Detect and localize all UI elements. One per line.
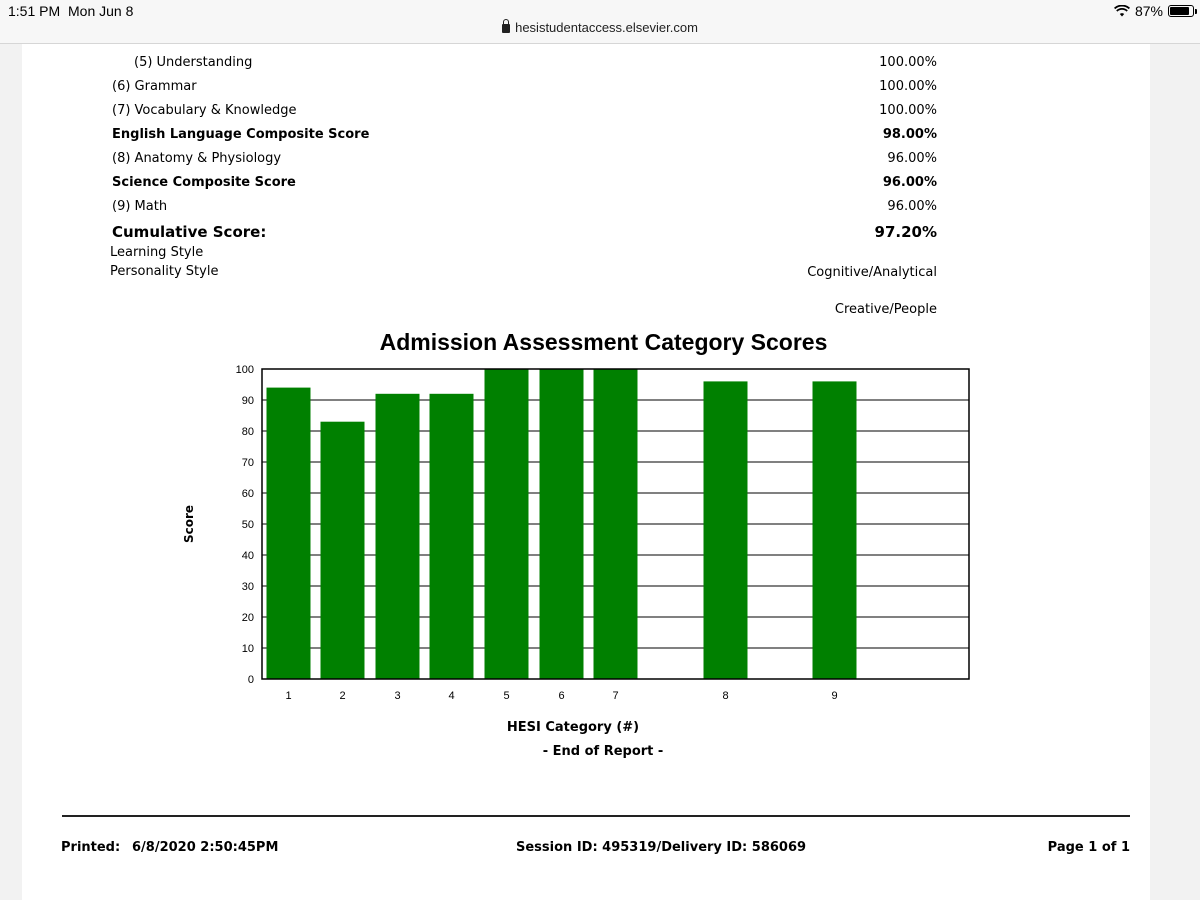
address-bar[interactable]	[0, 20, 1200, 35]
chart-title: Admission Assessment Category Scores	[379, 329, 828, 355]
bar-category-4	[430, 394, 474, 679]
y-tick-label: 30	[241, 581, 254, 593]
y-tick-label: 60	[241, 488, 254, 500]
bar-category-9	[813, 381, 857, 679]
x-tick-label: 3	[394, 690, 401, 702]
bar-category-5	[485, 369, 529, 679]
bar-category-1	[267, 388, 311, 679]
x-tick-label: 8	[722, 690, 729, 702]
category-scores-chart	[22, 44, 1150, 774]
status-indicators	[1114, 3, 1194, 19]
bar-category-2	[321, 422, 365, 679]
end-of-report: - End of Report -	[542, 744, 664, 759]
score-value: 100.00%	[879, 55, 937, 70]
bar-category-3	[376, 394, 420, 679]
session-id: Session ID: 495319/Delivery ID: 586069	[516, 840, 807, 855]
y-tick-label: 50	[241, 519, 254, 531]
y-tick-label: 100	[235, 364, 254, 376]
bar-category-8	[704, 381, 748, 679]
personality-style-value: Creative/People	[834, 302, 937, 317]
x-tick-label: 4	[448, 690, 455, 702]
bar-category-6	[540, 369, 584, 679]
score-label: (6) Grammar	[112, 79, 197, 94]
y-tick-label: 70	[241, 457, 254, 469]
score-value: 100.00%	[879, 79, 937, 94]
page-number: Page 1 of 1	[1047, 840, 1130, 855]
battery-percent: 87%	[1134, 3, 1163, 19]
score-label: Science Composite Score	[112, 175, 296, 190]
learning-style-value: Cognitive/Analytical	[807, 265, 937, 280]
personality-style-label: Personality Style	[110, 264, 219, 279]
lock-icon	[502, 24, 510, 33]
score-label: (9) Math	[112, 199, 168, 214]
learning-style-label: Learning Style	[110, 245, 204, 260]
score-value: 96.00%	[882, 175, 937, 190]
y-tick-label: 20	[241, 612, 254, 624]
y-tick-label: 10	[241, 643, 254, 655]
score-label: Cumulative Score:	[112, 223, 267, 241]
score-value: 96.00%	[887, 151, 937, 166]
status-bar	[0, 0, 1200, 44]
score-label: (5) Understanding	[134, 55, 253, 70]
bar-category-7	[594, 369, 638, 679]
x-tick-label: 1	[285, 690, 292, 702]
score-label: English Language Composite Score	[112, 127, 370, 142]
y-tick-label: 90	[241, 395, 254, 407]
footer-divider	[62, 815, 1130, 817]
wifi-icon	[1114, 5, 1130, 17]
battery-icon	[1168, 5, 1194, 17]
y-tick-label: 0	[247, 674, 254, 686]
score-label: (7) Vocabulary & Knowledge	[112, 103, 297, 118]
url-text: hesistudentaccess.elsevier.com	[515, 20, 698, 35]
score-value: 96.00%	[887, 199, 937, 214]
y-axis-label: Score	[182, 504, 196, 544]
status-time: 1:51 PM	[8, 3, 61, 19]
report-page	[22, 44, 1150, 900]
printed-label: Printed:	[61, 840, 121, 855]
x-tick-label: 6	[558, 690, 565, 702]
y-tick-label: 40	[241, 550, 254, 562]
status-date: Mon Jun 8	[68, 3, 134, 19]
x-tick-label: 5	[503, 690, 510, 702]
x-tick-label: 7	[612, 690, 619, 702]
x-tick-label: 9	[831, 690, 838, 702]
score-value: 100.00%	[879, 103, 937, 118]
score-label: (8) Anatomy & Physiology	[112, 151, 282, 166]
score-value: 98.00%	[882, 127, 937, 142]
x-tick-label: 2	[339, 690, 346, 702]
printed-date: 6/8/2020 2:50:45PM	[132, 840, 279, 855]
y-tick-label: 80	[241, 426, 254, 438]
score-value: 97.20%	[874, 223, 937, 241]
x-axis-label: HESI Category (#)	[506, 720, 640, 735]
